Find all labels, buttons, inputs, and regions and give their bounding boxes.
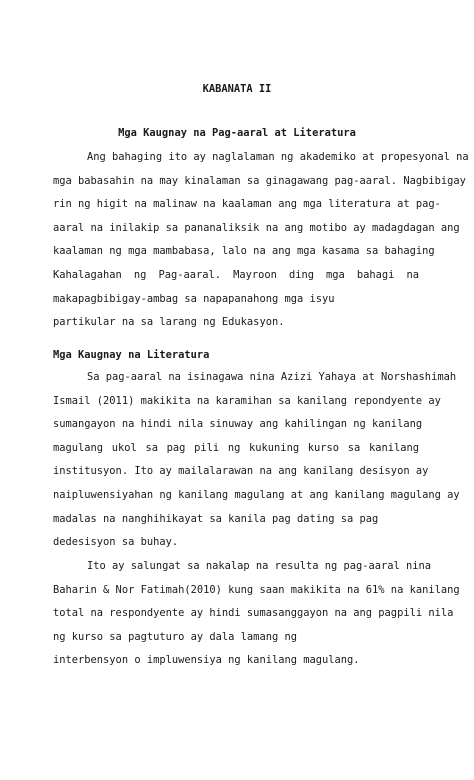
paragraph-line: aaral na inilakip sa pananaliksik na ang motibo ay madagdagan ang xyxy=(53,221,460,234)
literature-paragraph-2 xyxy=(53,555,460,673)
paragraph-line: sumangayon na hindi nila sinuway ang kahilingan ng kanilang xyxy=(53,418,423,431)
paragraph-line: Kahalagahan ng Pag-aaral. Mayroon ding mga bahagi na xyxy=(53,268,419,281)
paragraph-line: partikular na sa larang ng Edukasyon. xyxy=(53,316,285,329)
section-heading: Mga Kaugnay na Literatura xyxy=(53,349,210,361)
chapter-title: Mga Kaugnay na Pag-aaral at Literatura xyxy=(118,127,356,139)
paragraph-line: naipluwensiyahan ng kanilang magulang at ang kanilang magulang ay xyxy=(53,488,460,501)
paragraph-line: mga babasahin na may kinalaman sa ginagawang pag-aaral. Nagbibigay xyxy=(53,174,466,187)
paragraph-line: total na respondyente ay hindi sumasanggayon na ang pagpili nila xyxy=(53,607,454,620)
paragraph-line: magulang ukol sa pag pili ng kukuning kurso sa kanilang xyxy=(53,441,419,454)
paragraph-line: interbensyon o impluwensiya ng kanilang magulang. xyxy=(53,654,360,667)
intro-paragraph xyxy=(53,146,469,335)
paragraph-line: Ang bahaging ito ay naglalaman ng akademiko at propesyonal na xyxy=(87,151,469,163)
paragraph-line: Ismail (2011) makikita na karamihan sa kanilang repondyente ay xyxy=(53,394,441,407)
paragraph-line: madalas na nanghihikayat sa kanila pag dating sa pag xyxy=(53,512,379,525)
paragraph-line: kaalaman ng mga mambabasa, lalo na ang mga kasama sa bahaging xyxy=(53,245,435,258)
chapter-heading: KABANATA II xyxy=(202,83,272,95)
paragraph-line: dedesisyon sa buhay. xyxy=(53,536,179,549)
literature-paragraph-1 xyxy=(53,366,460,555)
paragraph-line: ng kurso sa pagtuturo ay dala lamang ng xyxy=(53,630,297,643)
paragraph-line: Baharin & Nor Fatimah(2010) kung saan makikita na 61% na kanilang xyxy=(53,583,460,596)
paragraph-line: makapagbibigay-ambag sa napapanahong mga isyu xyxy=(53,292,335,305)
paragraph-line: rin ng higit na malinaw na kaalaman ang mga literatura at pag- xyxy=(53,198,441,211)
paragraph-line: Sa pag-aaral na isinagawa nina Azizi Yahaya at Norshashimah xyxy=(87,371,457,383)
paragraph-line: institusyon. Ito ay mailalarawan na ang kanilang desisyon ay xyxy=(53,465,429,478)
paragraph-line: Ito ay salungat sa nakalap na resulta ng pag-aaral nina xyxy=(87,560,432,572)
